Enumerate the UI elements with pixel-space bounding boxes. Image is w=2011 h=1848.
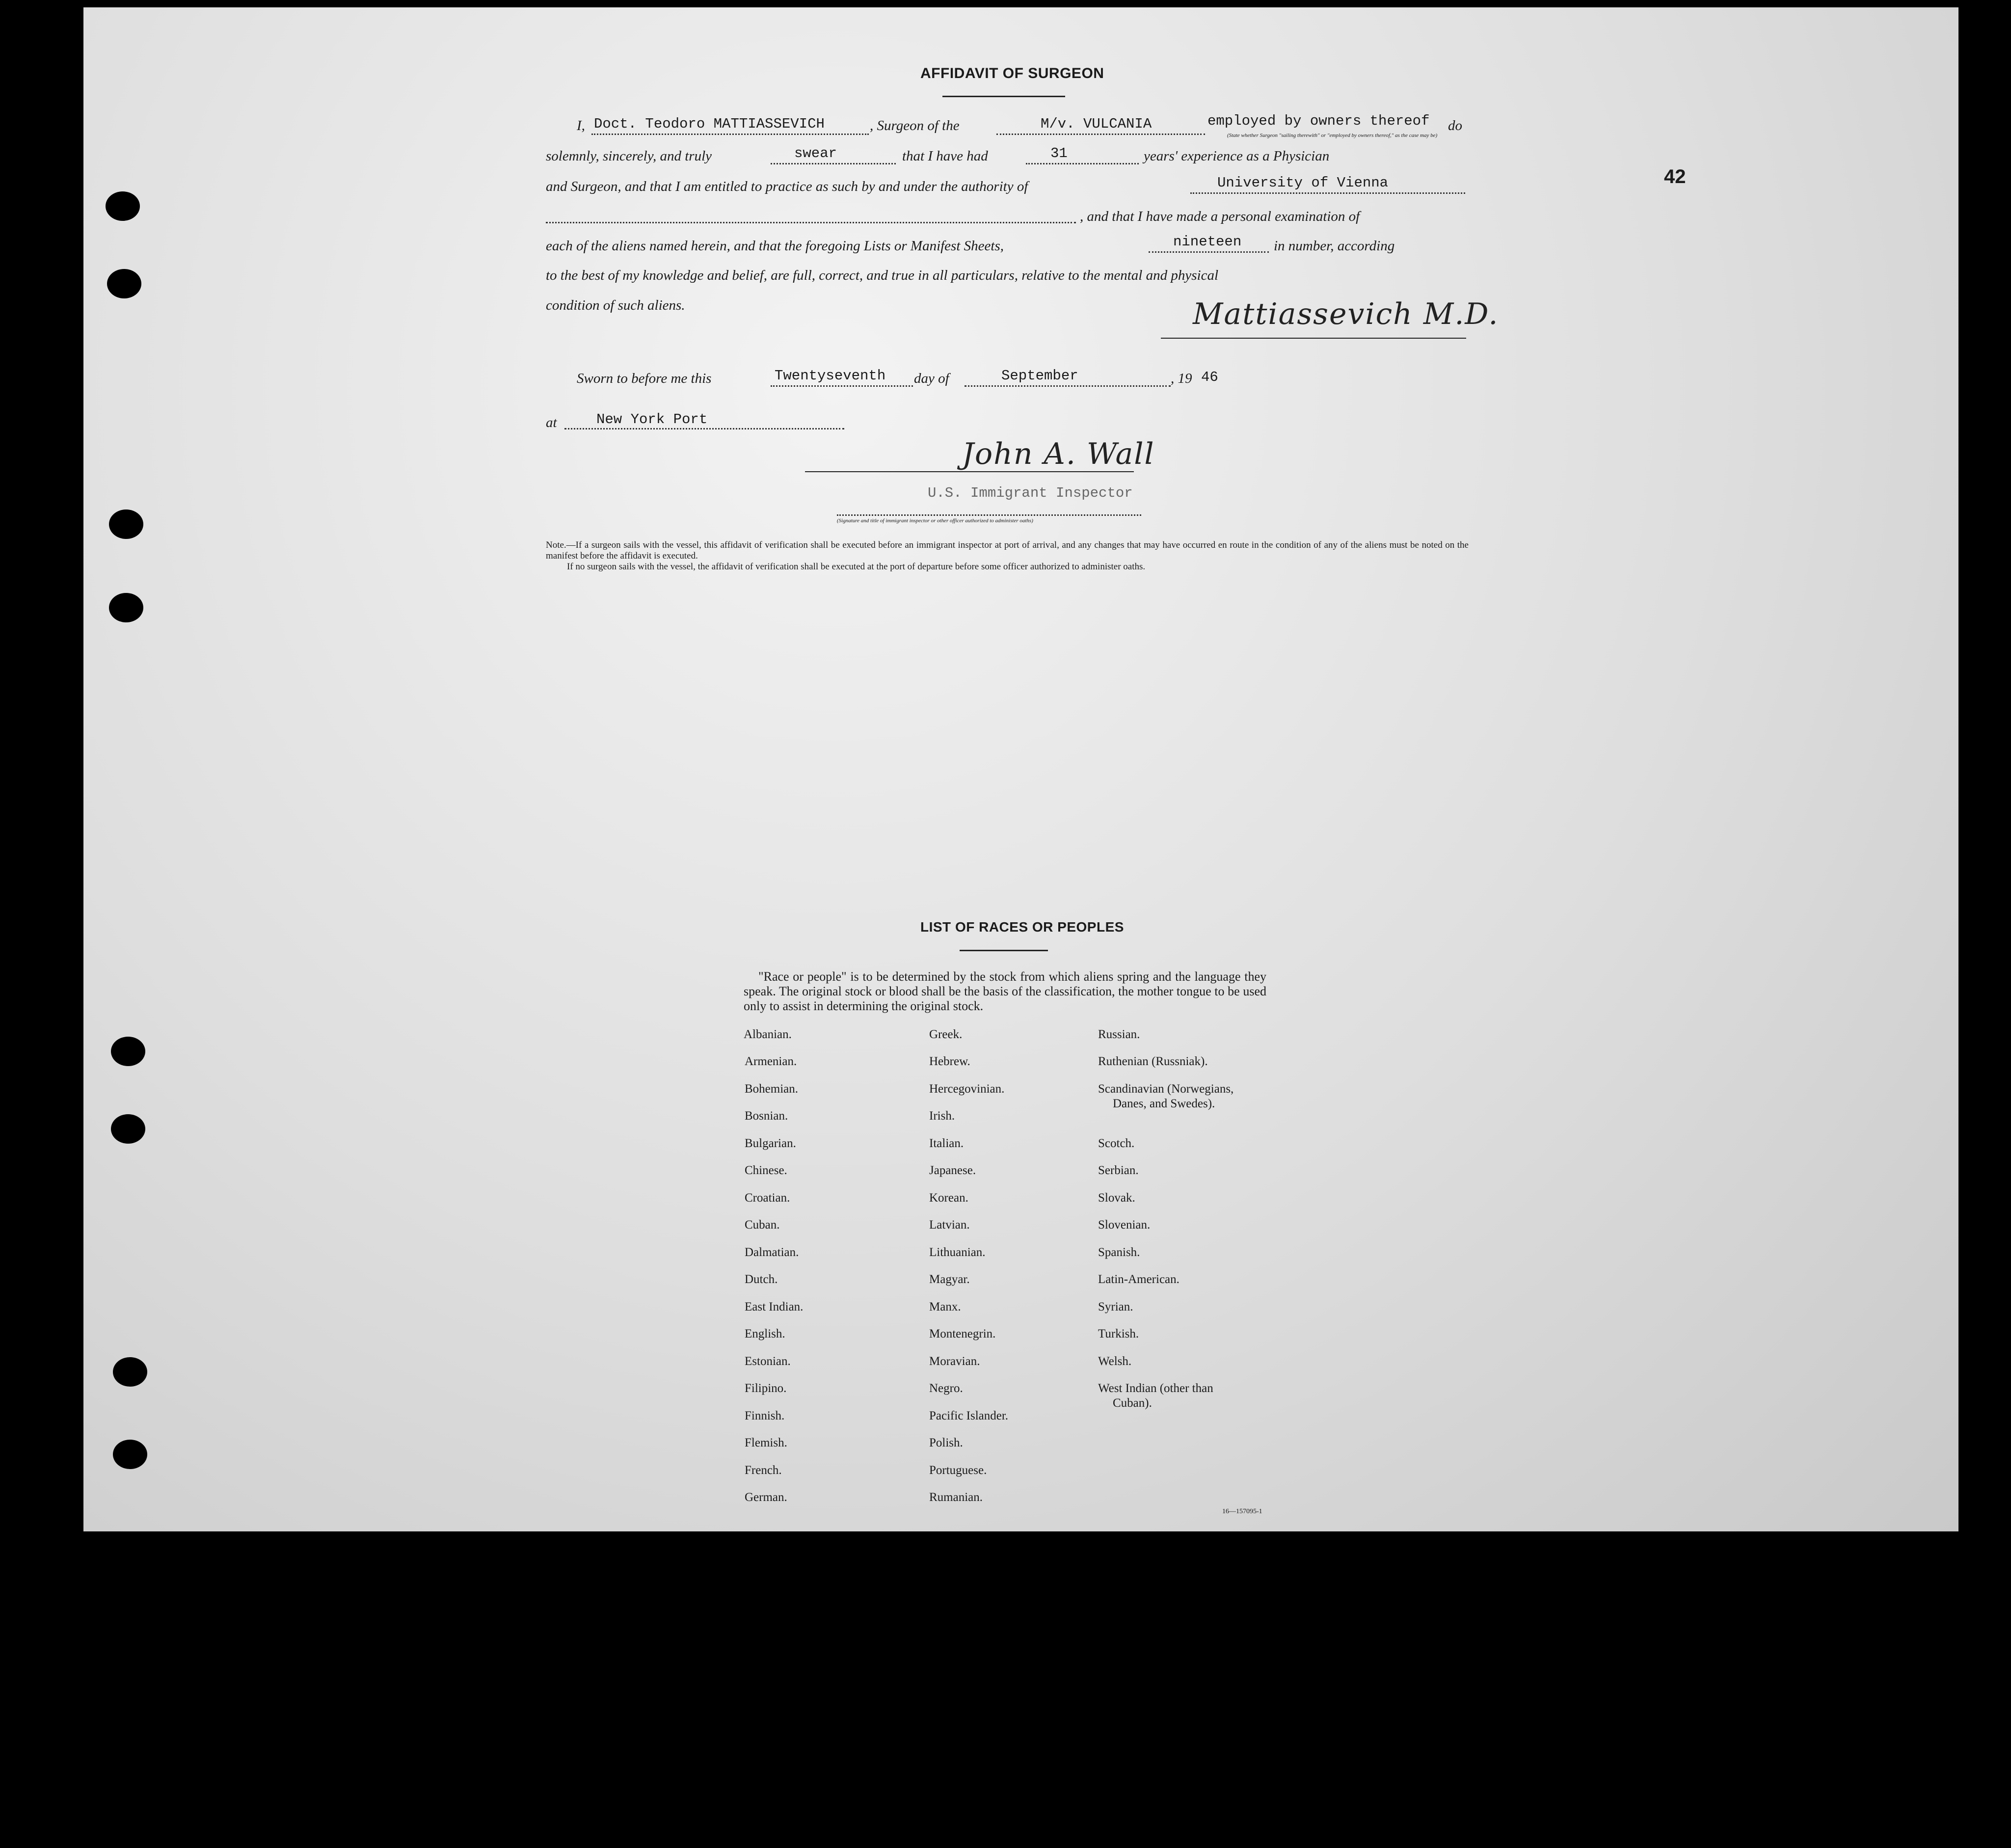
- text-day-of: day of: [914, 371, 949, 386]
- authority-line-2: [546, 222, 1076, 223]
- years-line: [1026, 163, 1139, 164]
- sworn-month: September: [1001, 368, 1078, 384]
- text-each-of-aliens: each of the aliens named herein, and that the foregoing Lists or Manifest Sheets,: [546, 238, 1004, 254]
- surgeon-name-line: [591, 134, 869, 135]
- employment-status: employed by owners thereof: [1207, 113, 1430, 129]
- authority-value: University of Vienna: [1217, 175, 1389, 191]
- race-item: French.: [745, 1464, 782, 1477]
- punch-hole: [109, 509, 143, 539]
- race-item: Spanish.: [1098, 1246, 1140, 1259]
- text-i: I,: [577, 118, 585, 134]
- surgeon-signature: Mattiassevich M.D.: [1193, 297, 1499, 331]
- race-item: Flemish.: [745, 1436, 787, 1449]
- race-item: Ruthenian (Russniak).: [1098, 1055, 1208, 1068]
- sworn-day-line: [771, 385, 913, 387]
- note-line-1: Note.—If a surgeon sails with the vessel, this affidavit of verification shall be executed before an immigrant inspector at port of arrival, and any changes that may have occurred en route in the condition of any of the aliens must be noted on the manifest before the affidavit is executed.: [546, 540, 1469, 561]
- page-number: 42: [1664, 166, 1686, 187]
- race-item: Dalmatian.: [745, 1246, 799, 1259]
- inspector-title-line: [837, 514, 1141, 516]
- title-rule: [942, 96, 1065, 97]
- text-years-exp: years' experience as a Physician: [1144, 148, 1330, 164]
- race-item: Dutch.: [745, 1273, 778, 1286]
- punch-hole: [107, 269, 141, 298]
- oath-line: [771, 163, 896, 164]
- text-at: at: [546, 415, 557, 430]
- sworn-place-line: [564, 428, 844, 429]
- race-item: Russian.: [1098, 1028, 1140, 1041]
- sworn-place: New York Port: [596, 411, 708, 428]
- race-item: Magyar.: [929, 1273, 970, 1286]
- race-item: Bosnian.: [745, 1109, 788, 1123]
- punch-hole: [109, 593, 143, 622]
- races-title-rule: [960, 950, 1048, 951]
- race-item: Italian.: [929, 1137, 964, 1150]
- text-have-had: that I have had: [902, 148, 988, 164]
- race-item: Lithuanian.: [929, 1246, 986, 1259]
- race-item: Syrian.: [1098, 1300, 1133, 1313]
- race-item: East Indian.: [745, 1300, 804, 1313]
- race-item: English.: [745, 1327, 785, 1340]
- race-item: Montenegrin.: [929, 1327, 996, 1340]
- text-personal-exam: , and that I have made a personal examination of: [1080, 209, 1360, 224]
- oath-word: swear: [794, 145, 837, 161]
- race-item: Portuguese.: [929, 1464, 987, 1477]
- race-item: Negro.: [929, 1382, 963, 1395]
- race-item: Hebrew.: [929, 1055, 970, 1068]
- text-year-prefix: , 19: [1171, 371, 1192, 386]
- race-item: Danes, and Swedes).: [1113, 1097, 1215, 1110]
- race-item: Scandinavian (Norwegians,: [1098, 1082, 1234, 1096]
- race-item: Korean.: [929, 1191, 968, 1205]
- race-item: Rumanian.: [929, 1491, 983, 1504]
- text-in-number: in number, according: [1274, 238, 1395, 254]
- sheets-line: [1149, 251, 1269, 253]
- sworn-day: Twentyseventh: [775, 368, 886, 384]
- race-item: Japanese.: [929, 1164, 976, 1177]
- race-item: Latin-American.: [1098, 1273, 1180, 1286]
- race-item: Greek.: [929, 1028, 963, 1041]
- race-item: Polish.: [929, 1436, 963, 1449]
- inspector-signature: John A. Wall: [962, 437, 1155, 471]
- vessel-name: M/v. VULCANIA: [1041, 116, 1152, 132]
- text-do: do: [1448, 118, 1462, 134]
- note-line-2: If no surgeon sails with the vessel, the affidavit of verification shall be executed at the port of departure before some officer authorized to administer oaths.: [567, 562, 1146, 572]
- race-item: Welsh.: [1098, 1355, 1132, 1368]
- signature-caption: (Signature and title of immigrant inspector or other officer authorized to administer oaths): [837, 518, 1033, 524]
- race-item: Pacific Islander.: [929, 1409, 1009, 1422]
- race-item: Armenian.: [745, 1055, 797, 1068]
- race-item: Slovak.: [1098, 1191, 1135, 1205]
- race-item: Albanian.: [744, 1028, 792, 1041]
- text-sworn-to: Sworn to before me this: [577, 371, 712, 386]
- text-best-of-knowledge: to the best of my knowledge and belief, are full, correct, and true in all particulars, relative to the mental and physical: [546, 268, 1219, 283]
- race-item: German.: [745, 1491, 787, 1504]
- race-item: Chinese.: [745, 1164, 787, 1177]
- race-item: Moravian.: [929, 1355, 980, 1368]
- race-item: Manx.: [929, 1300, 961, 1313]
- punch-hole: [113, 1440, 147, 1469]
- sheets-value: nineteen: [1173, 234, 1242, 250]
- document-page: [83, 7, 1958, 1531]
- race-item: West Indian (other than: [1098, 1382, 1213, 1395]
- race-item: Turkish.: [1098, 1327, 1139, 1340]
- punch-hole: [113, 1357, 147, 1387]
- race-item: Irish.: [929, 1109, 955, 1123]
- race-item: Bohemian.: [745, 1082, 799, 1096]
- race-item: Cuban).: [1113, 1396, 1152, 1410]
- inspector-title: U.S. Immigrant Inspector: [928, 485, 1133, 501]
- race-item: Serbian.: [1098, 1164, 1139, 1177]
- race-item: Croatian.: [745, 1191, 790, 1205]
- sworn-year: 46: [1201, 369, 1218, 385]
- race-item: Finnish.: [745, 1409, 785, 1422]
- state-note: (State whether Surgeon "sailing therewith" or "employed by owners thereof," as the case may be): [1227, 133, 1438, 138]
- surgeon-signature-line: [1161, 338, 1466, 339]
- races-title: LIST OF RACES OR PEOPLES: [920, 919, 1124, 935]
- race-item: Estonian.: [745, 1355, 791, 1368]
- punch-hole: [111, 1037, 145, 1066]
- surgeon-name: Doct. Teodoro MATTIASSEVICH: [594, 116, 825, 132]
- sworn-month-line: [965, 385, 1171, 387]
- races-intro: "Race or people" is to be determined by the stock from which aliens spring and the language they speak. The original stock or blood shall be the basis of the classification, the mother tongue to be used only to assist in determining the original stock.: [744, 969, 1266, 1013]
- race-item: Hercegovinian.: [929, 1082, 1005, 1096]
- text-and-surgeon: and Surgeon, and that I am entitled to practice as such by and under the authority of: [546, 179, 1028, 194]
- years-value: 31: [1050, 145, 1068, 161]
- affidavit-title: AFFIDAVIT OF SURGEON: [920, 65, 1104, 81]
- race-item: Cuban.: [745, 1218, 780, 1232]
- race-item: Bulgarian.: [745, 1137, 796, 1150]
- vessel-line: [996, 134, 1205, 135]
- race-item: Filipino.: [745, 1382, 787, 1395]
- authority-line: [1190, 192, 1465, 194]
- text-condition: condition of such aliens.: [546, 297, 685, 313]
- race-item: Slovenian.: [1098, 1218, 1151, 1232]
- race-item: Scotch.: [1098, 1137, 1135, 1150]
- race-item: Latvian.: [929, 1218, 970, 1232]
- inspector-signature-line: [805, 471, 1134, 472]
- form-code: 16—157095-1: [1222, 1508, 1262, 1515]
- punch-hole: [111, 1114, 145, 1144]
- text-surgeon-of: , Surgeon of the: [870, 118, 960, 134]
- punch-hole: [106, 191, 140, 221]
- text-solemnly: solemnly, sincerely, and truly: [546, 148, 712, 164]
